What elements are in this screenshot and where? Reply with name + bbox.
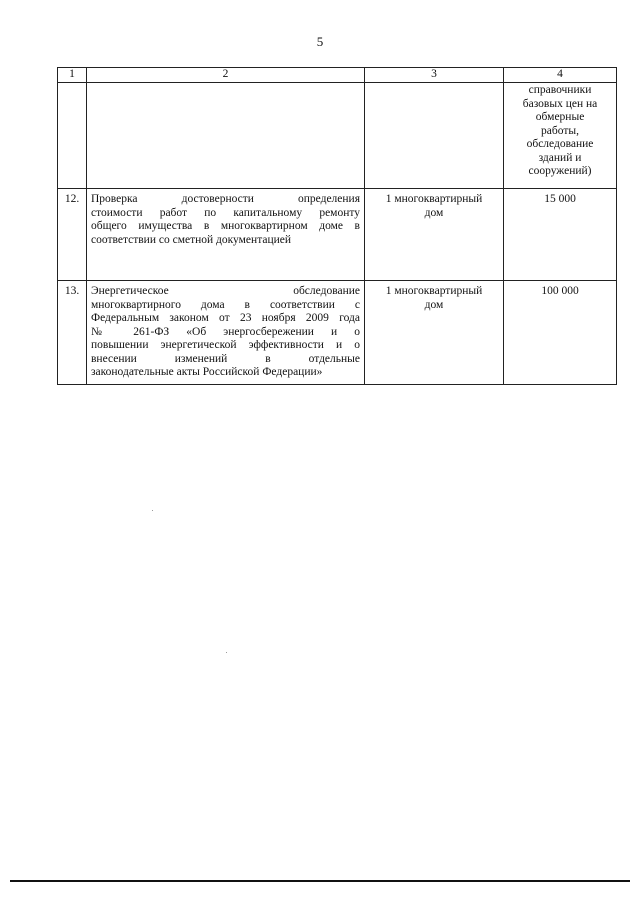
row-number: 12. <box>58 189 87 281</box>
row-unit <box>365 281 504 385</box>
description-line: соответствии со сметной документацией <box>91 233 292 246</box>
table-header-row <box>58 68 617 83</box>
row-description <box>87 281 365 385</box>
header-cell-2: 2 <box>87 68 365 83</box>
unit-line: дом <box>424 206 444 219</box>
description-line: Федеральным законом от 23 ноября 2009 года <box>91 312 360 324</box>
unit-line: дом <box>424 298 444 311</box>
table-row <box>58 281 617 385</box>
header-cell-4: 4 <box>504 68 617 83</box>
row-price: 15 000 <box>504 189 617 281</box>
cont-price-line: работы, <box>541 124 579 137</box>
header-cell-3: 3 <box>365 68 504 83</box>
description-line: Энергетическое обследование <box>91 285 360 297</box>
description-line: стоимости работ по капитальному ремонту <box>91 206 360 219</box>
prices-table <box>57 67 617 385</box>
cont-price-line: зданий и <box>538 151 582 164</box>
description-line: законодательные акты Российской Федерации» <box>91 366 323 378</box>
cont-unit-cell <box>365 83 504 189</box>
row-number: 13. <box>58 281 87 385</box>
description-line: Проверка достоверности определения <box>91 193 360 205</box>
cont-description-cell <box>87 83 365 189</box>
description-line: повышении энергетической эффективности и о <box>91 339 360 351</box>
cont-price-line: обследование <box>526 138 594 150</box>
cont-price-cell <box>504 83 617 189</box>
row-description <box>87 189 365 281</box>
unit-line: 1 многоквартирный <box>385 193 483 205</box>
header-cell-1: 1 <box>58 68 87 83</box>
row-price: 100 000 <box>504 281 617 385</box>
cont-price-line: обмерные <box>535 111 585 123</box>
table-row <box>58 189 617 281</box>
row-unit <box>365 189 504 281</box>
scan-speck <box>152 510 153 511</box>
cont-number-cell <box>58 83 87 189</box>
description-line: многоквартирного дома в соответствии с <box>91 298 360 311</box>
description-line: общего имущества в многоквартирном доме в <box>91 220 360 232</box>
cont-price-line: базовых цен на <box>522 97 598 110</box>
scan-speck <box>226 652 227 653</box>
cont-price-line: справочники <box>528 84 592 96</box>
cont-price-line: сооружений) <box>528 165 592 177</box>
unit-line: 1 многоквартирный <box>385 285 483 297</box>
page-number: 5 <box>316 34 324 49</box>
description-line: внесении изменений в отдельные <box>91 352 360 365</box>
table-row-continuation <box>58 83 617 189</box>
description-line: № 261-ФЗ «Об энергосбережении и о <box>91 325 360 338</box>
page-bottom-rule <box>10 880 630 882</box>
